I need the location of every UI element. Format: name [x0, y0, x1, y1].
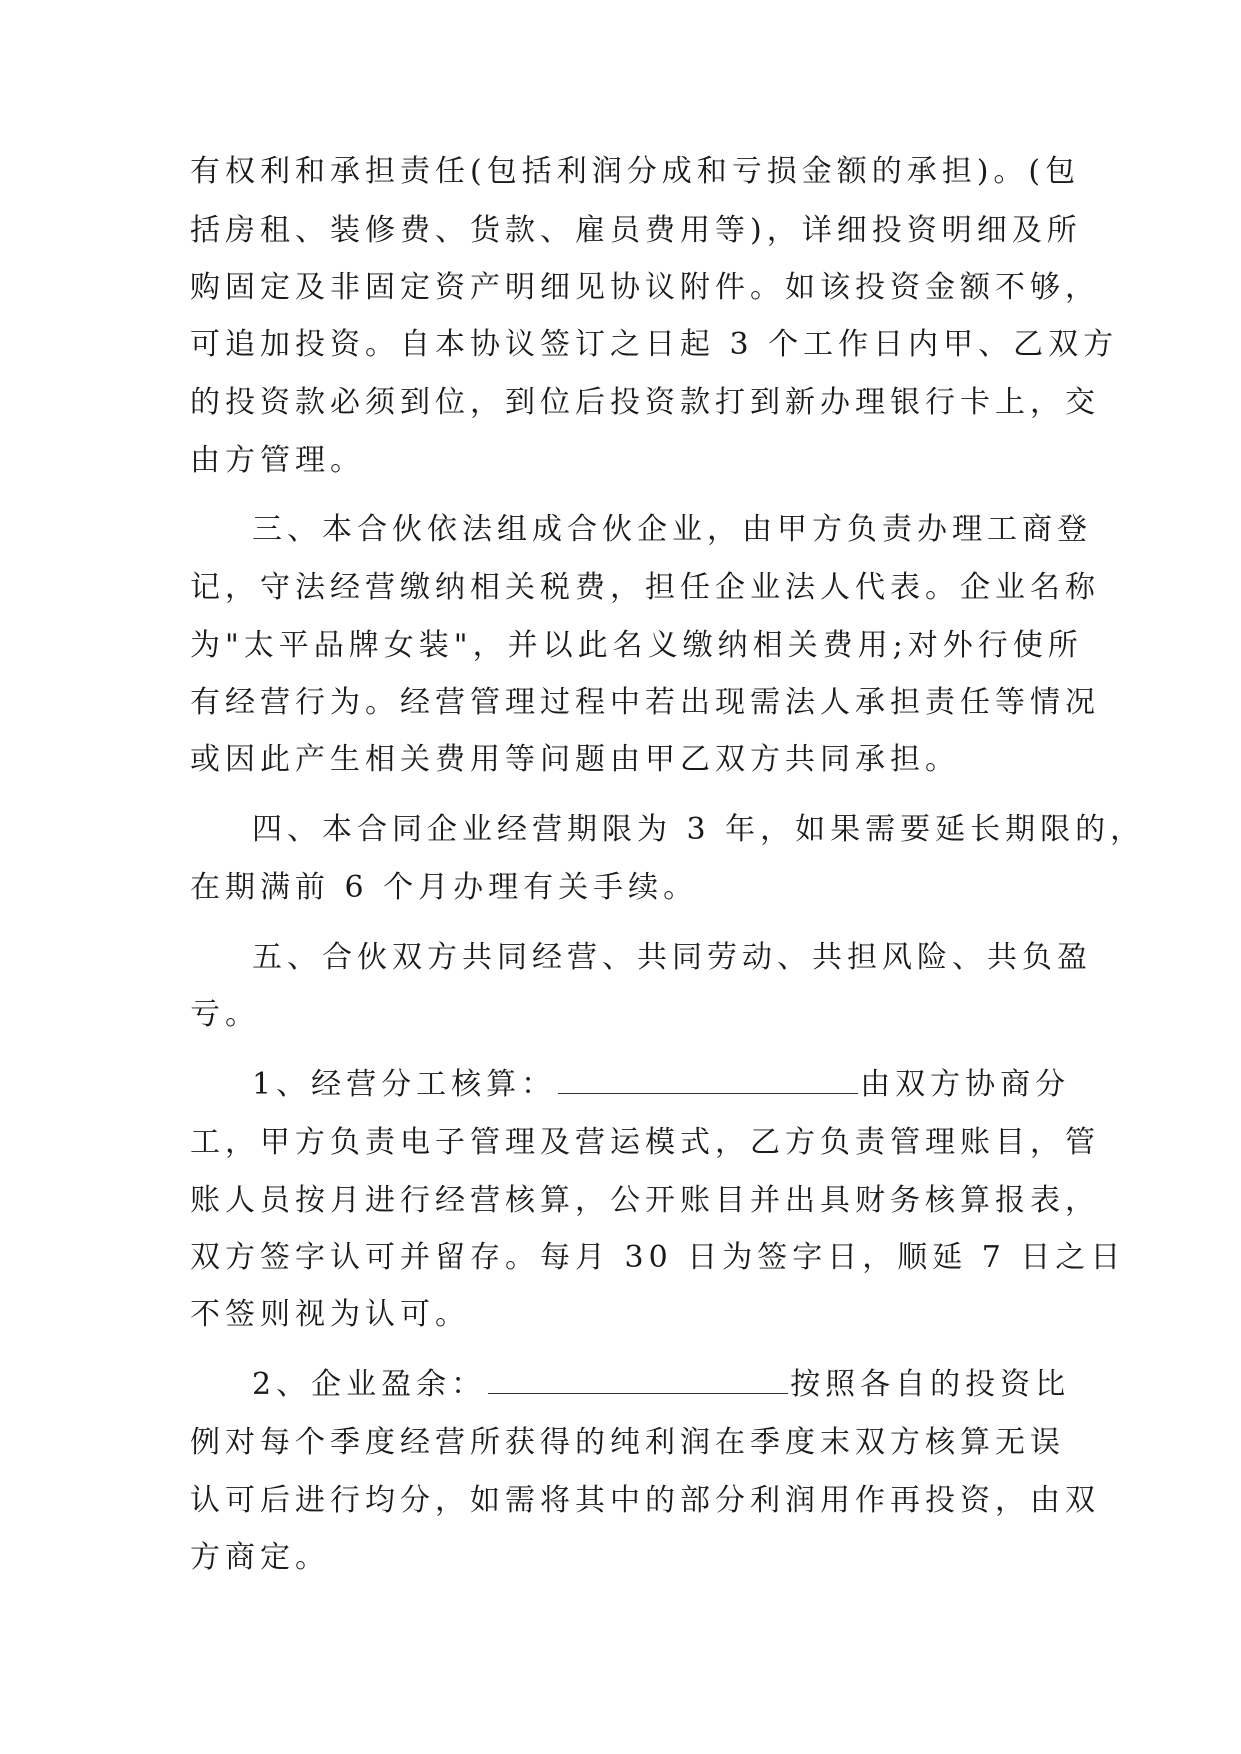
paragraph-5-line-2: 工，甲方负责电子管理及营运模式，乙方负责管理账目，管	[190, 1125, 1100, 1160]
paragraph-2-line-4: 有经营行为。经营管理过程中若出现需法人承担责任等情况	[190, 685, 1100, 720]
paragraph-6-line-3: 认可后进行均分，如需将其中的部分利润用作再投资，由双	[190, 1483, 1100, 1518]
paragraph-5-line-3: 账人员按月进行经营核算，公开账目并出具财务核算报表，	[190, 1183, 1100, 1218]
paragraph-6-line-4: 方商定。	[190, 1540, 330, 1575]
paragraph-2-line-5: 或因此产生相关费用等问题由甲乙双方共同承担。	[190, 742, 960, 777]
paragraph-2-line-3: 为"太平品牌女装"，并以此名义缴纳相关费用;对外行使所	[190, 628, 1083, 663]
surplus-blank-field	[488, 1367, 788, 1394]
paragraph-3-line-1: 四、本合同企业经营期限为 3 年，如果需要延长期限的，	[252, 812, 1146, 847]
paragraph-1-line-4: 可追加投资。自本协议签订之日起 3 个工作日内甲、乙双方	[190, 327, 1119, 362]
accounting-blank-field	[558, 1067, 858, 1094]
paragraph-5-line-1	[252, 1065, 1070, 1105]
surplus-label: 2、企业盈余：	[252, 1367, 487, 1402]
accounting-label-tail: 由双方协商分	[860, 1067, 1071, 1102]
paragraph-1-line-6: 由方管理。	[190, 443, 365, 478]
paragraph-6-line-1	[252, 1365, 1070, 1405]
paragraph-2-line-2: 记，守法经营缴纳相关税费，担任企业法人代表。企业名称	[190, 570, 1100, 605]
accounting-label: 1、经营分工核算：	[252, 1067, 557, 1102]
paragraph-3-line-2: 在期满前 6 个月办理有关手续。	[190, 870, 699, 905]
paragraph-1-line-2: 括房租、装修费、货款、雇员费用等)，详细投资明细及所	[190, 213, 1082, 248]
paragraph-5-line-4: 双方签字认可并留存。每月 30 日为签字日，顺延 7 日之日	[190, 1240, 1126, 1275]
paragraph-1-line-3: 购固定及非固定资产明细见协议附件。如该投资金额不够，	[190, 270, 1100, 305]
paragraph-6-line-2: 例对每个季度经营所获得的纯利润在季度末双方核算无误	[190, 1425, 1065, 1460]
paragraph-5-line-5: 不签则视为认可。	[190, 1297, 470, 1332]
surplus-label-tail: 按照各自的投资比	[790, 1367, 1071, 1402]
paragraph-1-line-5: 的投资款必须到位，到位后投资款打到新办理银行卡上，交	[190, 385, 1100, 420]
paragraph-1-line-1: 有权利和承担责任(包括利润分成和亏损金额的承担)。(包	[190, 154, 1081, 189]
paragraph-4-line-2: 亏。	[190, 997, 260, 1032]
paragraph-4-line-1: 五、合伙双方共同经营、共同劳动、共担风险、共负盈	[252, 940, 1092, 975]
paragraph-2-line-1: 三、本合伙依法组成合伙企业，由甲方负责办理工商登	[252, 512, 1092, 547]
